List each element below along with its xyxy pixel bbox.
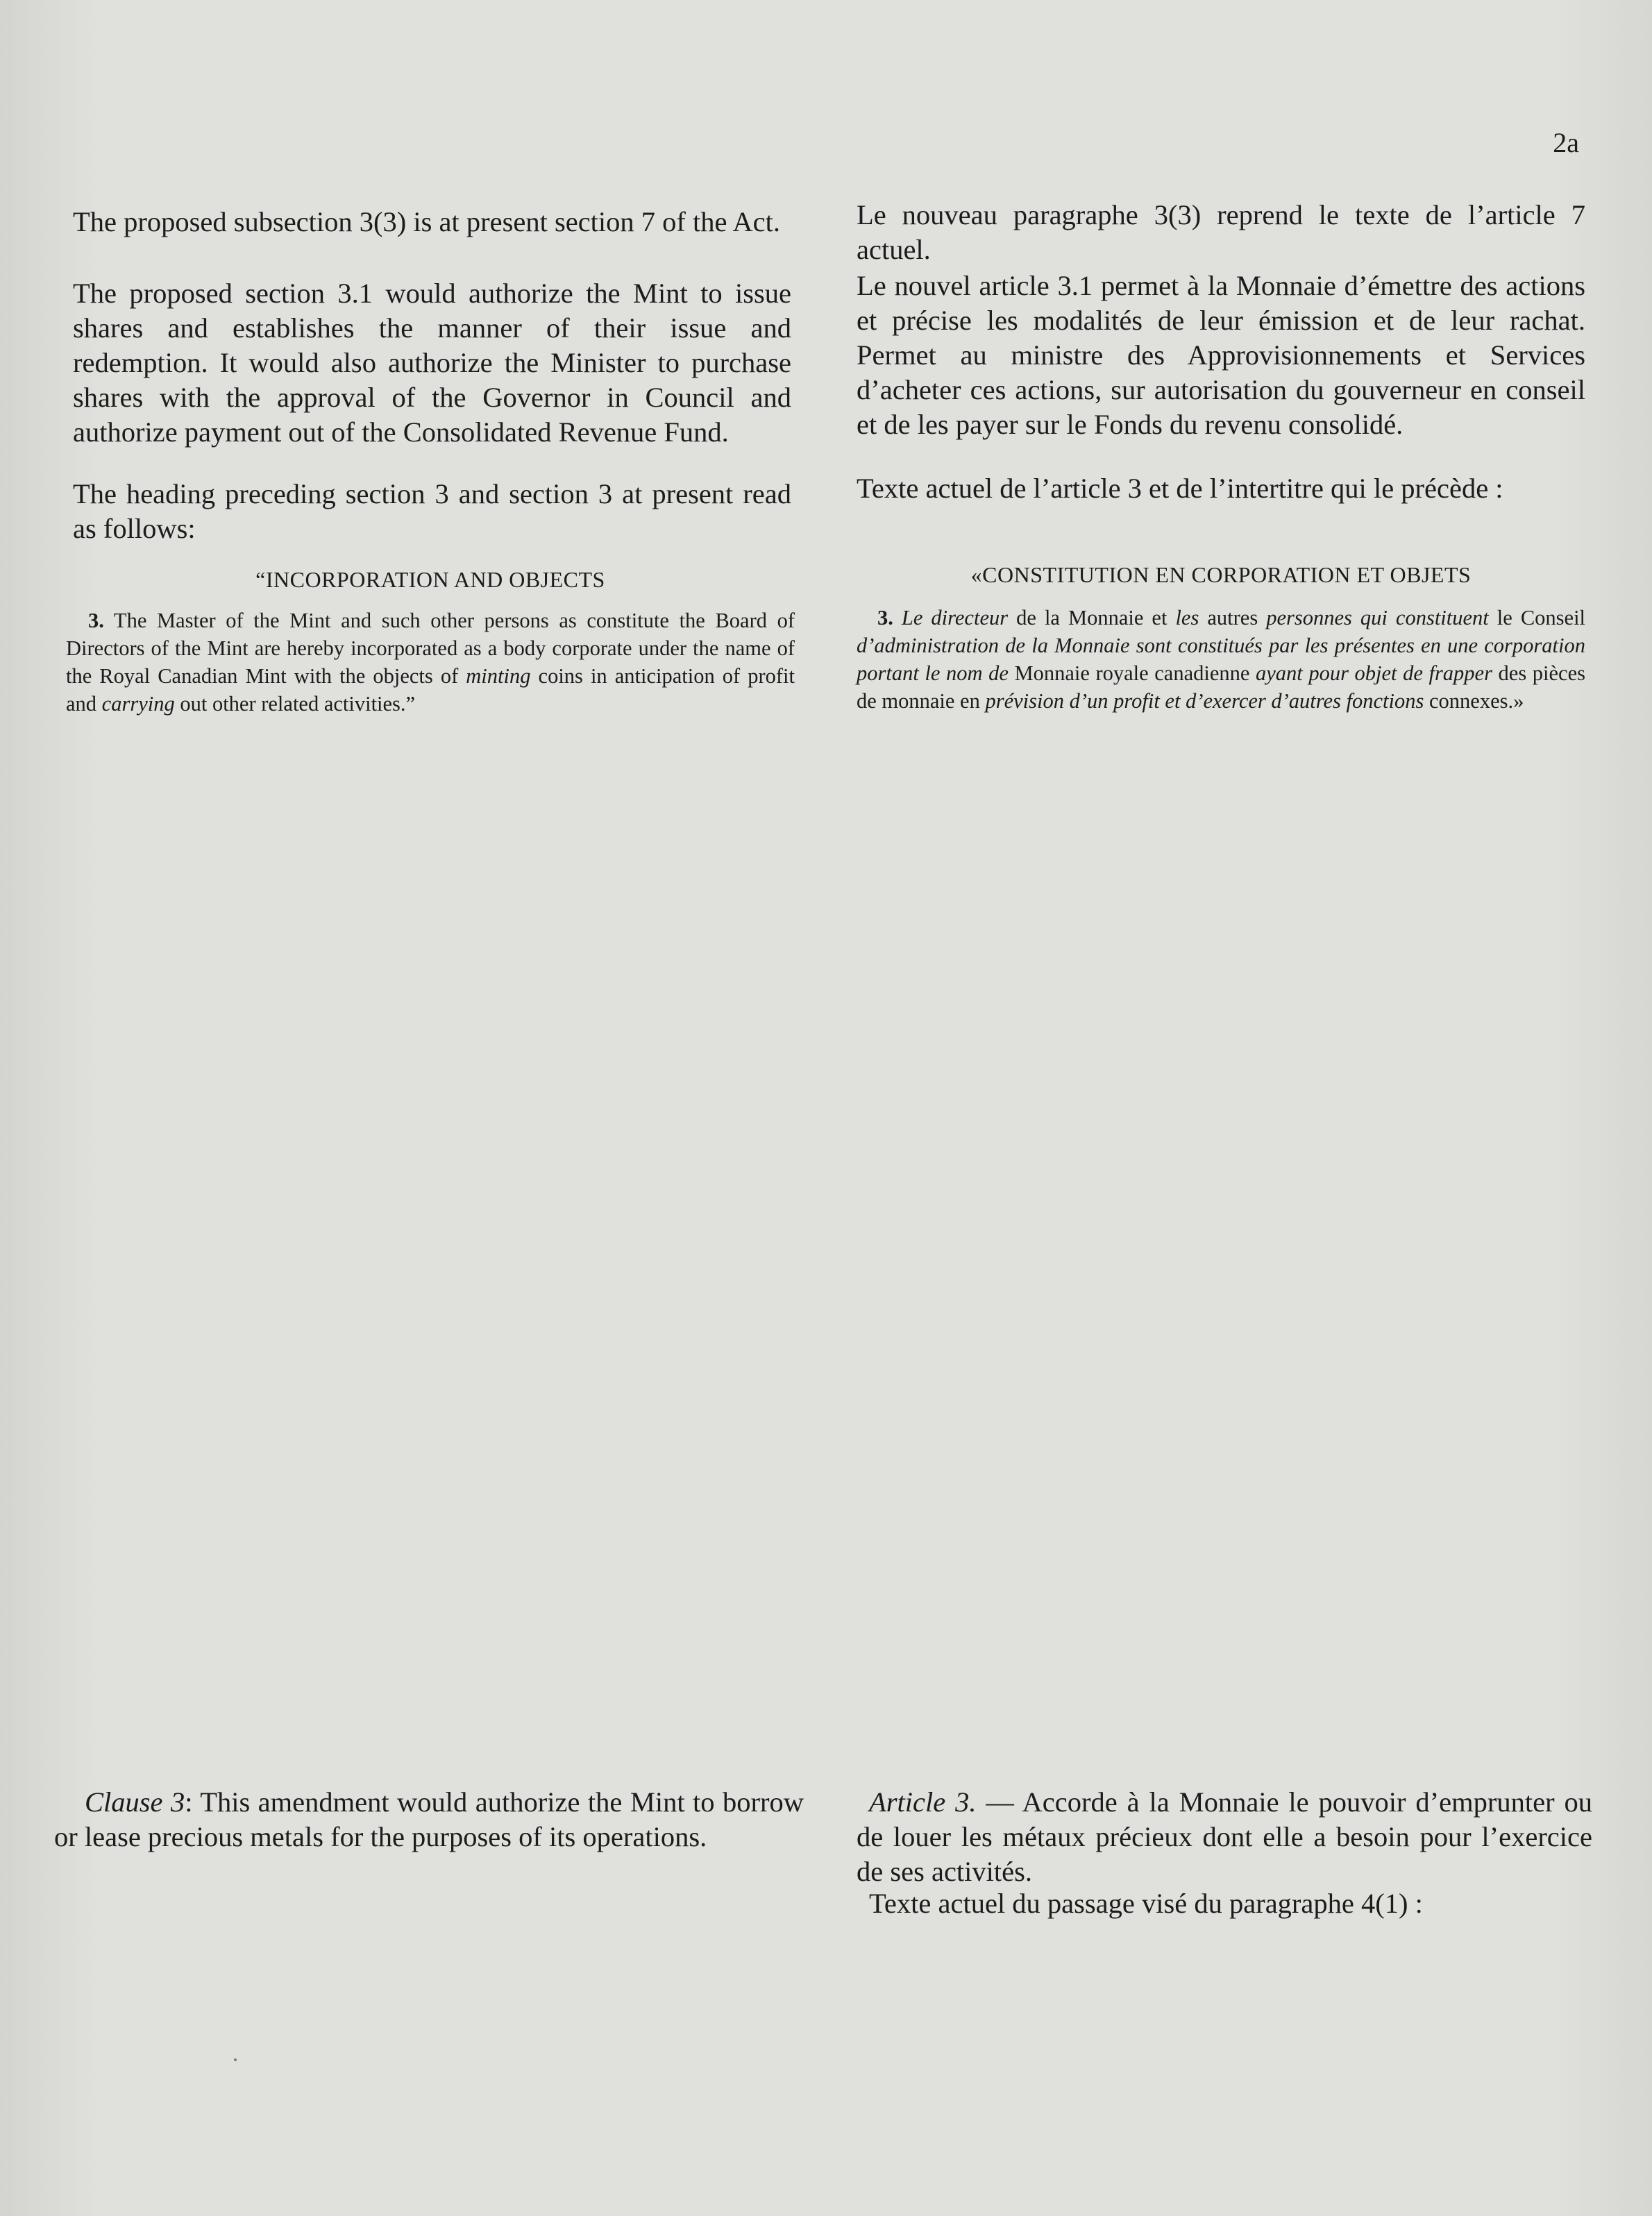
french-law-heading-block xyxy=(857,559,1585,590)
article-text: — Accorde à la Monnaie le pouvoir d’emprunter ou de louer les métaux précieux dont elle a besoin pour l’exercice de ses activités. xyxy=(857,1786,1592,1887)
clause-text: : This amendment would authorize the Mint to borrow or lease precious metals for the purposes of its operations. xyxy=(54,1786,804,1852)
french-law-italic-3: personnes qui constituent xyxy=(1266,606,1489,629)
french-law-text-block xyxy=(857,604,1585,715)
left-paragraph-3: The heading preceding section 3 and section 3 at present read as follows: xyxy=(73,478,791,544)
english-law-text xyxy=(66,607,795,718)
page-number: 2a xyxy=(1553,127,1579,158)
english-law-heading-block xyxy=(66,564,795,595)
french-law-italic-1: Le directeur xyxy=(901,606,1009,629)
french-law-italic-5: ayant pour objet de frapper xyxy=(1256,661,1492,685)
french-paragraph-3-block xyxy=(857,471,1585,506)
right-paragraph-1 xyxy=(857,198,1585,267)
english-column xyxy=(73,205,791,239)
english-paragraph-3-block xyxy=(73,477,791,546)
english-clause-paragraph xyxy=(54,1785,804,1854)
french-law-italic-4: d’administration de la Monnaie sont constitués par les présentes en une corporation portant le nom de xyxy=(857,634,1585,685)
french-law-heading: «CONSTITUTION EN CORPORATION ET OBJETS xyxy=(970,562,1472,587)
french-law-part-a: de la Monnaie et xyxy=(1008,606,1176,629)
french-law-part-c: le Conseil xyxy=(1488,606,1586,629)
french-law-part-d: Monnaie royale canadienne xyxy=(1008,661,1256,685)
french-law-part-f: connexes.» xyxy=(1424,689,1524,713)
french-paragraph-4-block xyxy=(857,1886,1592,1921)
english-law-heading: “INCORPORATION AND OBJECTS xyxy=(255,567,605,592)
clause-label: Clause 3 xyxy=(85,1786,185,1818)
speck xyxy=(234,2058,237,2061)
french-paragraph-2-block xyxy=(857,269,1585,442)
french-article-paragraph xyxy=(857,1785,1592,1889)
right-paragraph-4 xyxy=(857,1886,1592,1921)
left-paragraph-1 xyxy=(73,205,791,239)
english-paragraph-2-block xyxy=(73,276,791,450)
french-law-text xyxy=(857,604,1585,715)
french-law-part-b: autres xyxy=(1199,606,1267,629)
french-law-italic-6: prévision d’un profit et d’exercer d’autres fonctions xyxy=(985,689,1424,713)
english-law-section-number: 3. xyxy=(88,609,104,632)
english-law-italic-minting: minting xyxy=(466,664,531,688)
french-article-block xyxy=(857,1785,1592,1889)
left-paragraph-2: The proposed section 3.1 would authorize the Mint to issue shares and establishes the manner of their issue and redemption. It would also authorize the Minister to purchase shares with the approval of the Governor in Council and authorize payment out of the Consolidated Revenue Fund. xyxy=(73,278,791,448)
english-clause-block xyxy=(54,1785,804,1854)
right-paragraph-1-text: Le nouveau paragraphe 3(3) reprend le texte de l’article 7 actuel. xyxy=(857,199,1585,265)
english-law-italic-carrying: carrying xyxy=(101,692,175,716)
english-law-text-part-a: The Master of the Mint and such other persons as constitute the Board of Directors of the Mint are hereby incorporated as a body corporate under the name of the Royal Canadian Mint with the objects of xyxy=(66,609,795,688)
right-paragraph-3: Texte actuel de l’article 3 et de l’intertitre qui le précède : xyxy=(857,473,1503,504)
french-law-italic-2: les xyxy=(1175,606,1199,629)
left-paragraph-1-text: The proposed subsection 3(3) is at present section 7 of the Act. xyxy=(73,206,781,237)
article-label: Article 3. xyxy=(869,1786,977,1818)
french-law-section-number: 3. xyxy=(877,606,893,629)
english-law-text-part-b: coins in anticipation of profit and xyxy=(66,664,795,716)
english-law-text-block xyxy=(66,607,795,718)
french-law-part-e: des pièces de monnaie en xyxy=(857,661,1585,713)
right-paragraph-2: Le nouvel article 3.1 permet à la Monnaie d’émettre des actions et précise les modalités de leur émission et de leur rachat. Permet au ministre des Approvisionnements et Services d’acheter ces actions, sur autorisation du gouverneur en conseil et de les payer sur le Fonds du revenu consolidé. xyxy=(857,270,1585,440)
french-paragraph-1-block xyxy=(857,198,1585,267)
english-law-text-part-c: out other related activities.” xyxy=(174,692,416,716)
right-paragraph-4-text: Texte actuel du passage visé du paragraphe 4(1) : xyxy=(869,1888,1423,1919)
